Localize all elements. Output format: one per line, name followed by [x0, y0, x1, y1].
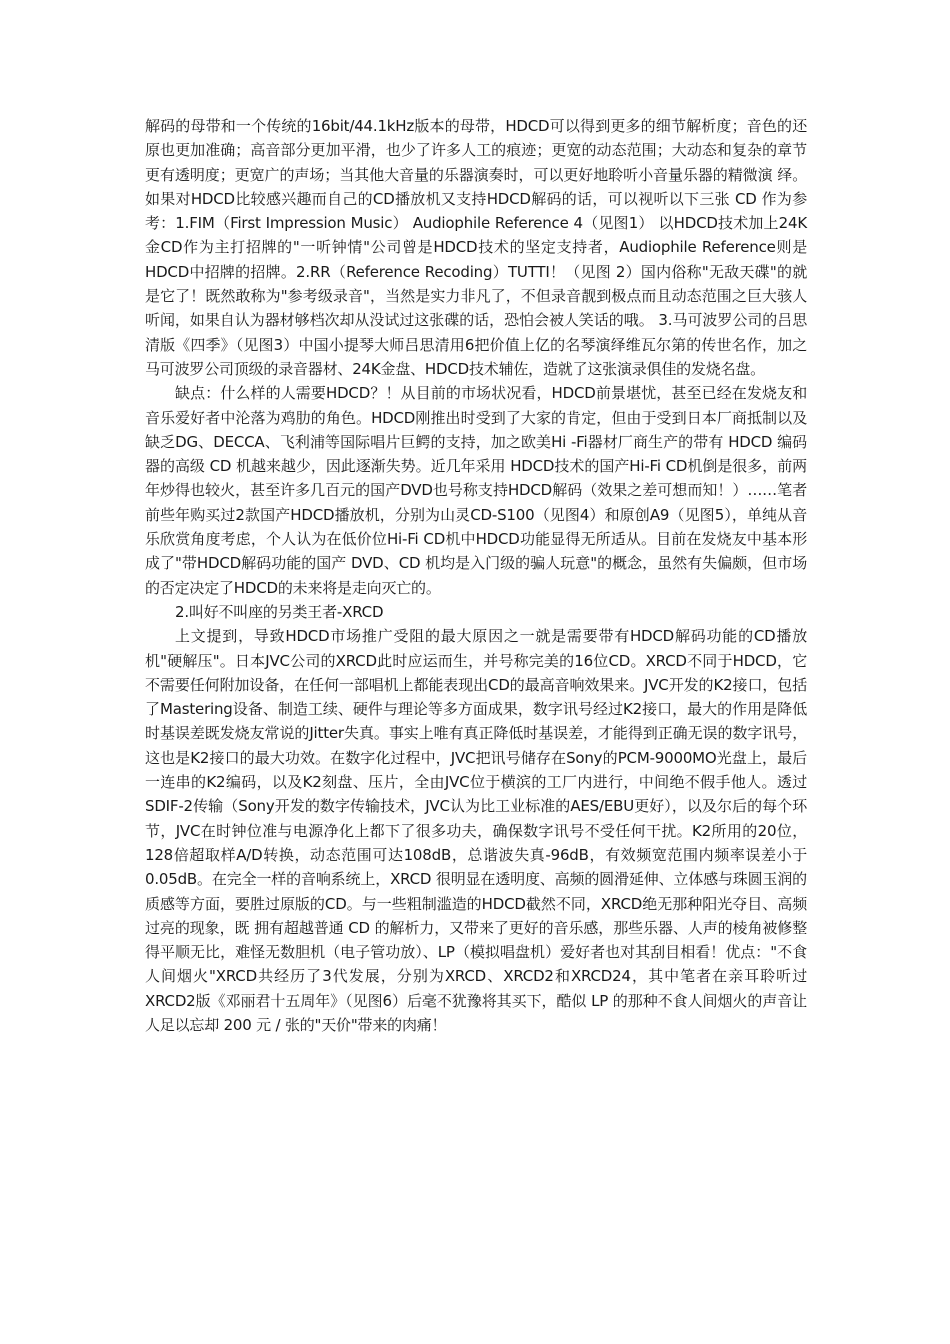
section-heading-xrcd: 2.叫好不叫座的另类王者-XRCD [175, 602, 384, 621]
paragraph-xrcd: 上文提到，导致HDCD市场推广受阻的最大原因之一就是需要带有HDCD解码功能的CD播放机"硬解压"。日本JVC公司的XRCD此时应运而生，并号称完美的16位CD。XRCD不同于HDCD，它不需要任何附加设备，在任何一部唱机上都能表现出CD的最高音响效果来。JVC开发的K2接口，包括了Mastering设备、制造工续、硬件与理论等多方面成果，数字讯号经过K2接口，最大的作用是降低时基误差既发烧友常说的Jitter失真。事实上唯有真正降低时基误差，才能得到正确无误的数字讯号，这也是K2接口的最大功效。在数字化过程中，JVC把讯号储存在Sony的PCM-9000MO光盘上，最后一连串的K2编码，以及K2刻盘、压片，全由JVC位于横滨的工厂内进行，中间绝不假手他人。透过SDIF-2传输（Sony开发的数字传输技术，JVC认为比工业标准的AES/EBU更好），以及尔后的每个环节，JVC在时钟位准与电源净化上都下了很多功夫，确保数字讯号不受任何干扰。K2所用的20位，128倍超取样A/D转换，动态范围可达108dB，总谐波失真-96dB，有效频宽范围内频率误差小于 0.05dB。在完全一样的音响系统上，XRCD 很明显在透明度、高频的圆滑延伸、立体感与珠圆玉润的质感等方面，要胜过原版的CD。与一些粗制滥造的HDCD截然不同，XRCD绝无那种阳光夺目、高频过亮的现象，既 拥有超越普通 CD 的解析力，又带来了更好的音乐感，那些乐器、人声的棱角被修整得平顺无比，难怪无数胆机（电子管功放）、LP（模拟唱盘机）爱好者也对其刮目相看！优点："不食人间烟火"XRCD共经历了3代发展，分别为XRCD、XRCD2和XRCD24，其中笔者在亲耳聆听过XRCD2版《邓丽君十五周年》（见图6）后毫不犹豫将其买下，酷似 LP 的那种不食人间烟火的声音让人足以忘却 200 元 / 张的"天价"带来的肉痛！ [145, 627, 807, 1034]
document-page [145, 114, 807, 1037]
paragraph-hdcd-advantages: 解码的母带和一个传统的16bit/44.1kHz版本的母带，HDCD可以得到更多的细节解析度；音色的还原也更加准确；高音部分更加平滑，也少了许多人工的痕迹；更宽的动态范围；大动态和复杂的章节更有透明度；更宽广的声场；当其他大音量的乐器演奏时，可以更好地聆听小音量乐器的精微演 绎。如果对HDCD比较感兴趣而自己的CD播放机又支持HDCD解码的话，可以视听以下三张 CD 作为参考：1.FIM（First Impression Music） Audiophile Reference 4（见图1） 以HDCD技术加上24K金CD作为主打招牌的"一听钟情"公司曾是HDCD技术的坚定支持者，Audiophile Reference则是HDCD中招牌的招牌。2.RR（Reference Recoding）TUTTI！（见图 2）国内俗称"无敌天碟"的就是它了！既然敢称为"参考级录音"，当然是实力非凡了，不但录音靓到极点而且动态范围之巨大骇人听闻，如果自认为器材够档次却从没试过这张碟的话，恐怕会被人笑话的哦。 3.马可波罗公司的吕思清版《四季》（见图3）中国小提琴大师吕思清用6把价值上亿的名琴演绎维瓦尔第的传世名作，加之马可波罗公司顶级的录音器材、24K金盘、HDCD技术辅佐，造就了这张演录俱佳的发烧名盘。 [145, 117, 807, 378]
paragraph-hdcd-disadvantages: 缺点：什么样的人需要HDCD？！从目前的市场状况看，HDCD前景堪忧，甚至已经在发烧友和音乐爱好者中沦落为鸡肋的角色。HDCD刚推出时受到了大家的肯定，但由于受到日本厂商抵制以及缺乏DG、DECCA、飞利浦等国际唱片巨鳄的支持，加之欧美Hi -Fi器材厂商生产的带有 HDCD 编码器的高级 CD 机越来越少，因此逐渐失势。近几年采用 HDCD技术的国产Hi-Fi CD机倒是很多，前两年炒得也较火，甚至许多几百元的国产DVD也号称支持HDCD解码（效果之差可想而知！）……笔者前些年购买过2款国产HDCD播放机，分别为山灵CD-S100（见图4）和原创A9（见图5），单纯从音乐欣赏角度考虑，个人认为在低价位Hi-Fi CD机中HDCD功能显得无所适从。目前在发烧友中基本形成了"带HDCD解码功能的国产 DVD、CD 机均是入门级的骗人玩意"的概念，虽然有失偏颇，但市场的否定决定了HDCD的未来将是走向灭亡的。 [145, 384, 807, 597]
